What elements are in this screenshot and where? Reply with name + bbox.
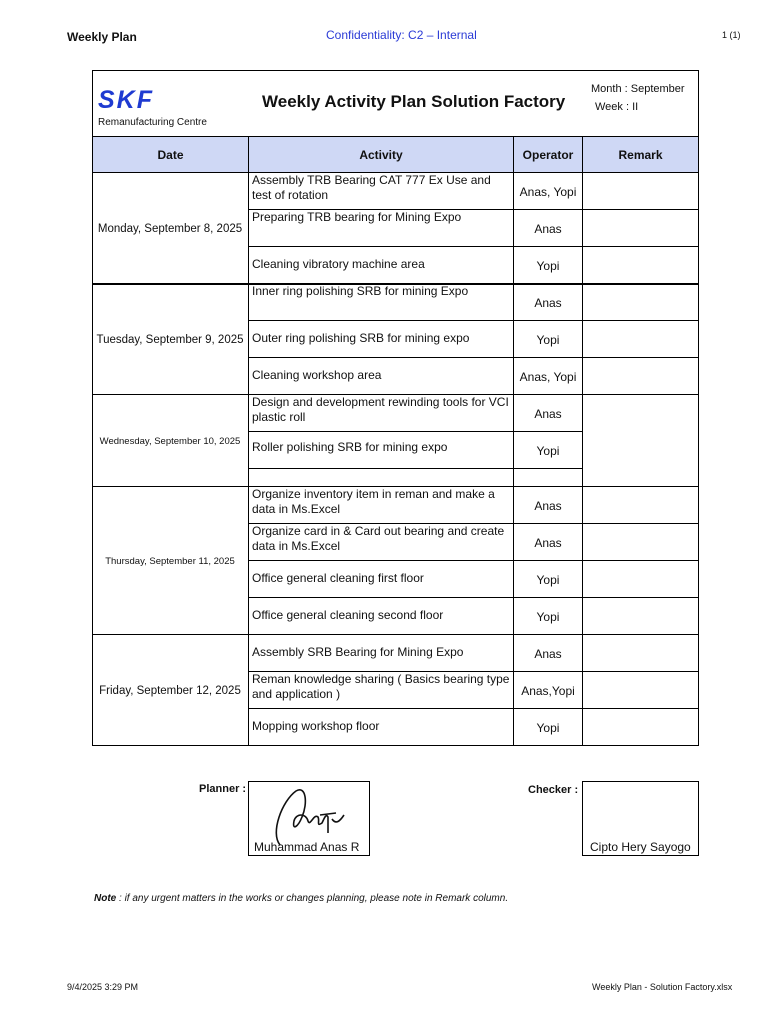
date-cell: Monday, September 8, 2025 — [97, 222, 243, 235]
operator-cell: Yopi — [536, 332, 560, 347]
remark-cell — [583, 561, 698, 598]
activity-cell: Cleaning workshop area — [252, 368, 382, 382]
activity-cell: Assembly TRB Bearing CAT 777 Ex Use and test of rotation — [252, 173, 491, 202]
document-title: Weekly Activity Plan Solution Factory — [262, 92, 566, 111]
page-number: 1 (1) — [722, 30, 741, 40]
checker-label: Checker : — [528, 784, 579, 796]
table-border-right — [698, 173, 699, 746]
activity-cell: Design and development rewinding tools for VCI plastic roll — [252, 395, 509, 424]
date-cell: Friday, September 12, 2025 — [99, 684, 241, 697]
operator-cell: Yopi — [536, 720, 560, 735]
activity-cell: Cleaning vibratory machine area — [252, 257, 425, 271]
date-cell: Tuesday, September 9, 2025 — [96, 333, 244, 346]
operator-cell: Anas, Yopi — [519, 369, 577, 384]
note-text: : if any urgent matters in the works or changes planning, please note in Remark column. — [116, 893, 509, 904]
header-activity: Activity — [248, 136, 514, 173]
operator-cell: Anas — [534, 221, 562, 236]
checker-name: Cipto Hery Sayogo — [590, 840, 691, 854]
remark-cell — [583, 358, 698, 395]
remark-cell — [583, 469, 698, 487]
note — [94, 893, 508, 904]
activity-cell: Office general cleaning first floor — [252, 571, 424, 585]
page-header-title: Weekly Plan — [67, 30, 137, 44]
file-name: Weekly Plan - Solution Factory.xlsx — [592, 982, 733, 992]
operator-cell: Yopi — [536, 258, 560, 273]
remark-cell — [583, 487, 698, 524]
header-remark: Remark — [582, 136, 699, 173]
remark-cell — [583, 524, 698, 561]
note-label: Note — [94, 893, 117, 904]
operator-cell: Yopi — [536, 572, 560, 587]
operator-cell: Anas — [534, 295, 562, 310]
planner-name: Muhammad Anas R — [254, 840, 360, 854]
remark-cell — [583, 321, 698, 358]
date-cell: Wednesday, September 10, 2025 — [99, 435, 241, 447]
header-date: Date — [92, 136, 249, 173]
remark-cell — [583, 672, 698, 709]
date-cell: Thursday, September 11, 2025 — [105, 555, 235, 567]
confidentiality-label: Confidentiality: C2 – Internal — [326, 28, 477, 42]
operator-cell: Anas, Yopi — [519, 184, 577, 199]
remark-cell — [583, 395, 698, 432]
skf-logo — [98, 88, 186, 110]
planner-label: Planner : — [199, 783, 247, 795]
operator-cell: Anas — [534, 498, 562, 513]
activity-cell: Roller polishing SRB for mining expo — [252, 440, 448, 454]
activity-cell: Mopping workshop floor — [252, 719, 380, 733]
print-timestamp: 9/4/2025 3:29 PM — [67, 982, 139, 992]
activity-cell: Organize inventory item in reman and make a data in Ms.Excel — [252, 487, 495, 516]
logo-subtitle: Remanufacturing Centre — [98, 117, 207, 128]
operator-cell: Yopi — [536, 609, 560, 624]
remark-cell — [583, 709, 698, 746]
activity-cell: Organize card in & Card out bearing and create data in Ms.Excel — [252, 524, 505, 553]
activity-cell: Inner ring polishing SRB for mining Expo — [252, 284, 469, 298]
header-operator: Operator — [513, 136, 583, 173]
activity-cell: Office general cleaning second floor — [252, 608, 444, 622]
skf-logo-text: SKF — [98, 88, 154, 110]
activity-cell: Assembly SRB Bearing for Mining Expo — [252, 645, 464, 659]
operator-cell — [514, 469, 582, 487]
remark-cell — [583, 210, 698, 247]
remark-cell — [583, 284, 698, 321]
operator-cell: Anas,Yopi — [521, 683, 575, 698]
activity-cell: Outer ring polishing SRB for mining expo — [252, 331, 470, 345]
week-label: Week : II — [595, 101, 639, 113]
remark-cell — [583, 173, 698, 210]
remark-cell — [583, 598, 698, 635]
activity-cell: Reman knowledge sharing ( Basics bearing type and application ) — [252, 672, 510, 701]
remark-cell — [583, 247, 698, 284]
activity-cell — [249, 469, 513, 487]
operator-cell: Anas — [534, 535, 562, 550]
operator-cell: Anas — [534, 406, 562, 421]
month-label: Month : September — [591, 83, 685, 95]
activity-cell: Preparing TRB bearing for Mining Expo — [252, 210, 462, 224]
remark-cell — [583, 432, 698, 469]
operator-cell: Anas — [534, 646, 562, 661]
remark-cell — [583, 635, 698, 672]
operator-cell: Yopi — [536, 443, 560, 458]
